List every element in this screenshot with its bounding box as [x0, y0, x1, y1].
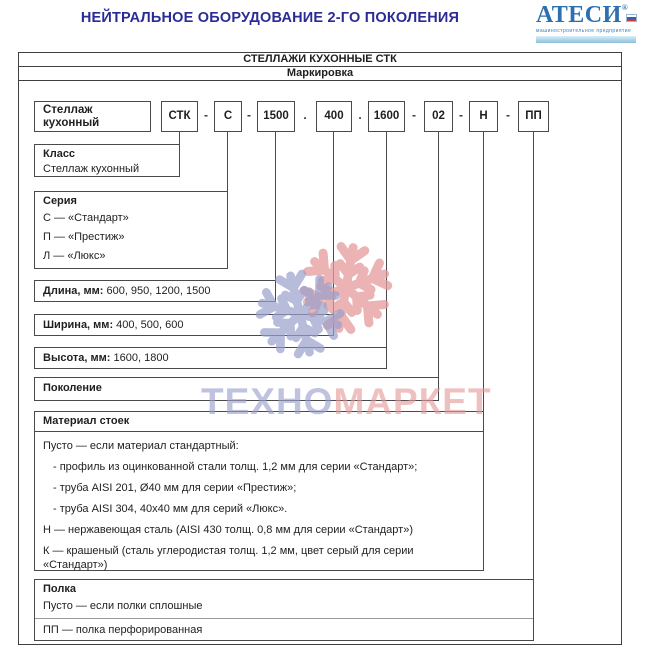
- page-title: НЕЙТРАЛЬНОЕ ОБОРУДОВАНИЕ 2-ГО ПОКОЛЕНИЯ: [80, 10, 460, 26]
- watermark-text-right: МАРКЕТ: [333, 381, 492, 422]
- table-subtitle: Маркировка: [19, 67, 621, 81]
- russian-flag-icon: [626, 14, 637, 22]
- code-separator: .: [358, 108, 362, 122]
- code-box-class: СТК: [161, 101, 198, 132]
- code-box-series: С: [214, 101, 242, 132]
- series-option: Л — «Люкс»: [43, 250, 106, 262]
- connector-line: [179, 132, 180, 144]
- atesi-logo-subtitle: машиностроительное предприятие: [536, 28, 632, 34]
- section-shelf: [34, 579, 534, 641]
- series-option: П — «Престиж»: [43, 231, 125, 243]
- code-box-generation: 02: [424, 101, 453, 132]
- product-label-box: Стеллаж кухонный: [34, 101, 151, 132]
- connector-line: [333, 132, 334, 314]
- section-length-values: 600, 950, 1200, 1500: [106, 285, 211, 297]
- code-box-height: 1600: [368, 101, 405, 132]
- connector-line: [483, 132, 484, 411]
- section-generation-title: Поколение: [43, 382, 102, 394]
- code-box-material: Н: [469, 101, 498, 132]
- code-box-width: 400: [316, 101, 352, 132]
- material-row: Пусто — если материал стандартный:: [43, 440, 239, 452]
- code-separator: -: [412, 108, 416, 122]
- section-material: [34, 411, 484, 571]
- series-option: С — «Стандарт»: [43, 212, 129, 224]
- section-shelf-title: Полка: [43, 583, 76, 595]
- code-separator: -: [204, 108, 208, 122]
- atesi-logo: [536, 3, 642, 43]
- material-row: К — крашеный (сталь углеродистая толщ. 1,2 мм, цвет серый для серии «Стандарт»): [43, 545, 414, 571]
- connector-line: [275, 132, 276, 280]
- section-class-value: Стеллаж кухонный: [43, 163, 140, 175]
- atesi-logo-text: АТЕСИ: [536, 2, 622, 28]
- section-generation: [34, 377, 439, 401]
- code-separator: -: [247, 108, 251, 122]
- code-separator: -: [459, 108, 463, 122]
- shelf-row: ПП — полка перфорированная: [35, 618, 533, 640]
- connector-line: [533, 132, 534, 579]
- atesi-logo-name: [536, 3, 642, 27]
- section-class: [34, 144, 180, 177]
- section-width-label: Ширина, мм:: [43, 319, 114, 331]
- section-height: [34, 347, 387, 369]
- material-row: - труба AISI 201, Ø40 мм для серии «Престиж»;: [53, 482, 297, 494]
- code-separator: .: [303, 108, 307, 122]
- section-width-values: 400, 500, 600: [116, 319, 184, 331]
- watermark-text-left: ТЕХНО: [201, 381, 334, 422]
- section-class-title: Класс: [43, 148, 76, 160]
- section-height-label: Высота, мм:: [43, 352, 111, 364]
- section-width: [34, 314, 334, 336]
- section-material-title: Материал стоек: [35, 412, 483, 432]
- material-row: - труба AISI 304, 40х40 мм для серий «Люкс».: [53, 503, 288, 515]
- section-height-values: 1600, 1800: [113, 352, 169, 364]
- section-length-label: Длина, мм:: [43, 285, 104, 297]
- shelf-row: Пусто — если полки сплошные: [43, 600, 203, 612]
- material-row: Н — нержавеющая сталь (AISI 430 толщ. 0,8 мм для серии «Стандарт»): [43, 524, 413, 536]
- connector-line: [386, 132, 387, 347]
- section-length: [34, 280, 276, 302]
- registered-trademark-icon: ®: [621, 3, 629, 12]
- section-series: [34, 191, 228, 269]
- marking-table: [18, 52, 622, 645]
- code-box-shelf: ПП: [518, 101, 549, 132]
- connector-line: [227, 132, 228, 191]
- table-title: СТЕЛЛАЖИ КУХОННЫЕ СТК: [19, 53, 621, 67]
- code-separator: -: [506, 108, 510, 122]
- code-box-length: 1500: [257, 101, 295, 132]
- section-series-title: Серия: [43, 195, 77, 207]
- material-row: - профиль из оцинкованной стали толщ. 1,2 мм для серии «Стандарт»;: [53, 461, 418, 473]
- connector-line: [438, 132, 439, 377]
- atesi-logo-band: [536, 36, 636, 43]
